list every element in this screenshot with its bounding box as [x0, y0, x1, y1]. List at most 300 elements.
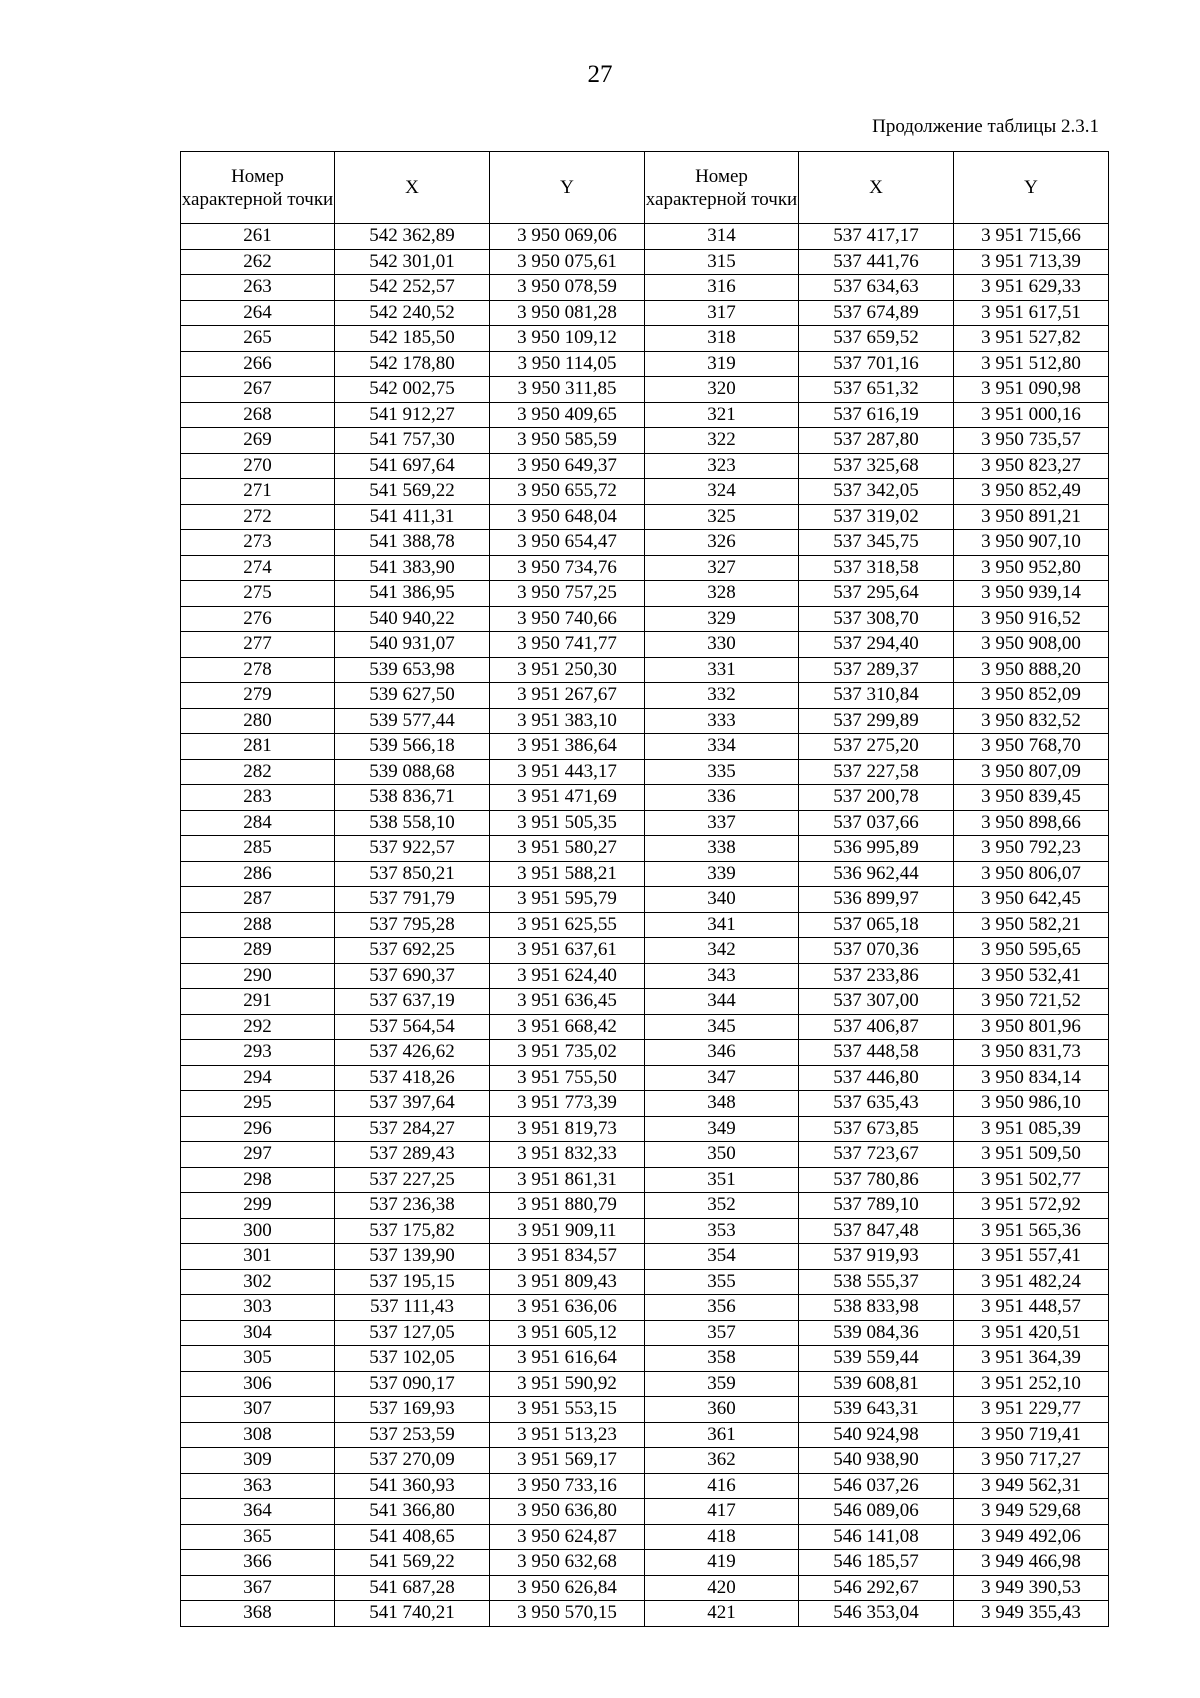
cell-y: 3 950 801,96 — [954, 1014, 1109, 1040]
cell-y: 3 950 648,04 — [490, 504, 645, 530]
cell-x: 537 637,19 — [335, 989, 490, 1015]
cell-x: 537 418,26 — [335, 1065, 490, 1091]
cell-point-number: 276 — [181, 606, 335, 632]
table-row — [181, 861, 1109, 887]
cell-point-number: 268 — [181, 402, 335, 428]
cell-y: 3 950 823,27 — [954, 453, 1109, 479]
cell-point-number: 277 — [181, 632, 335, 658]
cell-point-number: 305 — [181, 1346, 335, 1372]
cell-point-number: 283 — [181, 785, 335, 811]
cell-point-number: 332 — [645, 683, 799, 709]
cell-x: 537 325,68 — [799, 453, 954, 479]
cell-x: 537 065,18 — [799, 912, 954, 938]
cell-y: 3 950 655,72 — [490, 479, 645, 505]
cell-x: 542 185,50 — [335, 326, 490, 352]
cell-y: 3 951 624,40 — [490, 963, 645, 989]
cell-point-number: 352 — [645, 1193, 799, 1219]
cell-point-number: 304 — [181, 1320, 335, 1346]
cell-x: 537 127,05 — [335, 1320, 490, 1346]
cell-x: 536 995,89 — [799, 836, 954, 862]
cell-point-number: 262 — [181, 249, 335, 275]
cell-x: 541 388,78 — [335, 530, 490, 556]
cell-x: 541 366,80 — [335, 1499, 490, 1525]
cell-y: 3 951 482,24 — [954, 1269, 1109, 1295]
cell-point-number: 287 — [181, 887, 335, 913]
cell-x: 542 252,57 — [335, 275, 490, 301]
table-row — [181, 836, 1109, 862]
cell-y: 3 950 114,05 — [490, 351, 645, 377]
cell-x: 537 659,52 — [799, 326, 954, 352]
cell-point-number: 342 — [645, 938, 799, 964]
table-row — [181, 938, 1109, 964]
cell-y: 3 950 768,70 — [954, 734, 1109, 760]
table-row — [181, 1346, 1109, 1372]
cell-x: 537 169,93 — [335, 1397, 490, 1423]
table-row — [181, 453, 1109, 479]
cell-x: 542 301,01 — [335, 249, 490, 275]
table-row — [181, 887, 1109, 913]
cell-x: 537 723,67 — [799, 1142, 954, 1168]
cell-x: 539 084,36 — [799, 1320, 954, 1346]
cell-y: 3 950 654,47 — [490, 530, 645, 556]
cell-point-number: 348 — [645, 1091, 799, 1117]
table-row — [181, 912, 1109, 938]
table-row — [181, 657, 1109, 683]
cell-y: 3 950 888,20 — [954, 657, 1109, 683]
cell-y: 3 951 513,23 — [490, 1422, 645, 1448]
table-row — [181, 1167, 1109, 1193]
cell-y: 3 950 075,61 — [490, 249, 645, 275]
cell-y: 3 950 311,85 — [490, 377, 645, 403]
cell-y: 3 950 916,52 — [954, 606, 1109, 632]
cell-point-number: 296 — [181, 1116, 335, 1142]
cell-point-number: 319 — [645, 351, 799, 377]
cell-x: 537 651,32 — [799, 377, 954, 403]
table-row — [181, 581, 1109, 607]
cell-y: 3 950 081,28 — [490, 300, 645, 326]
table-row — [181, 989, 1109, 1015]
cell-y: 3 950 898,66 — [954, 810, 1109, 836]
cell-x: 537 780,86 — [799, 1167, 954, 1193]
cell-point-number: 421 — [645, 1601, 799, 1627]
cell-x: 537 318,58 — [799, 555, 954, 581]
cell-y: 3 949 562,31 — [954, 1473, 1109, 1499]
cell-y: 3 951 625,55 — [490, 912, 645, 938]
table-row — [181, 351, 1109, 377]
cell-point-number: 323 — [645, 453, 799, 479]
cell-y: 3 950 939,14 — [954, 581, 1109, 607]
cell-point-number: 315 — [645, 249, 799, 275]
table-row — [181, 555, 1109, 581]
table-row — [181, 1218, 1109, 1244]
cell-point-number: 340 — [645, 887, 799, 913]
cell-x: 537 287,80 — [799, 428, 954, 454]
cell-x: 537 037,66 — [799, 810, 954, 836]
cell-y: 3 950 831,73 — [954, 1040, 1109, 1066]
cell-point-number: 299 — [181, 1193, 335, 1219]
cell-point-number: 346 — [645, 1040, 799, 1066]
cell-point-number: 417 — [645, 1499, 799, 1525]
cell-y: 3 950 792,23 — [954, 836, 1109, 862]
cell-point-number: 358 — [645, 1346, 799, 1372]
cell-x: 537 345,75 — [799, 530, 954, 556]
cell-x: 537 227,25 — [335, 1167, 490, 1193]
cell-y: 3 951 715,66 — [954, 224, 1109, 250]
table-row — [181, 759, 1109, 785]
header-x: X — [799, 152, 954, 224]
cell-point-number: 290 — [181, 963, 335, 989]
cell-y: 3 951 383,10 — [490, 708, 645, 734]
cell-x: 540 924,98 — [799, 1422, 954, 1448]
cell-x: 537 397,64 — [335, 1091, 490, 1117]
header-y: Y — [490, 152, 645, 224]
cell-point-number: 318 — [645, 326, 799, 352]
cell-x: 537 295,64 — [799, 581, 954, 607]
cell-y: 3 950 807,09 — [954, 759, 1109, 785]
cell-x: 537 446,80 — [799, 1065, 954, 1091]
cell-point-number: 261 — [181, 224, 335, 250]
cell-x: 538 558,10 — [335, 810, 490, 836]
cell-point-number: 292 — [181, 1014, 335, 1040]
cell-point-number: 336 — [645, 785, 799, 811]
cell-y: 3 951 085,39 — [954, 1116, 1109, 1142]
cell-point-number: 365 — [181, 1524, 335, 1550]
cell-x: 539 653,98 — [335, 657, 490, 683]
cell-y: 3 951 595,79 — [490, 887, 645, 913]
cell-y: 3 951 773,39 — [490, 1091, 645, 1117]
cell-x: 537 441,76 — [799, 249, 954, 275]
cell-x: 537 284,27 — [335, 1116, 490, 1142]
table-row — [181, 810, 1109, 836]
table-row — [181, 1473, 1109, 1499]
cell-point-number: 343 — [645, 963, 799, 989]
cell-point-number: 271 — [181, 479, 335, 505]
cell-point-number: 361 — [645, 1422, 799, 1448]
table-row — [181, 1397, 1109, 1423]
cell-y: 3 951 668,42 — [490, 1014, 645, 1040]
cell-x: 539 643,31 — [799, 1397, 954, 1423]
cell-x: 537 275,20 — [799, 734, 954, 760]
table-row — [181, 530, 1109, 556]
cell-point-number: 288 — [181, 912, 335, 938]
cell-x: 542 178,80 — [335, 351, 490, 377]
cell-x: 537 791,79 — [335, 887, 490, 913]
cell-y: 3 951 443,17 — [490, 759, 645, 785]
cell-x: 537 227,58 — [799, 759, 954, 785]
cell-y: 3 950 717,27 — [954, 1448, 1109, 1474]
cell-point-number: 269 — [181, 428, 335, 454]
cell-point-number: 264 — [181, 300, 335, 326]
cell-point-number: 322 — [645, 428, 799, 454]
header-point-number: Номер характерной точки — [645, 152, 799, 224]
cell-y: 3 951 713,39 — [954, 249, 1109, 275]
cell-x: 538 833,98 — [799, 1295, 954, 1321]
table-row — [181, 275, 1109, 301]
cell-y: 3 950 624,87 — [490, 1524, 645, 1550]
cell-y: 3 951 617,51 — [954, 300, 1109, 326]
cell-y: 3 951 590,92 — [490, 1371, 645, 1397]
cell-y: 3 951 565,36 — [954, 1218, 1109, 1244]
cell-y: 3 950 595,65 — [954, 938, 1109, 964]
cell-x: 537 111,43 — [335, 1295, 490, 1321]
cell-x: 537 233,86 — [799, 963, 954, 989]
cell-point-number: 317 — [645, 300, 799, 326]
cell-point-number: 356 — [645, 1295, 799, 1321]
cell-y: 3 951 580,27 — [490, 836, 645, 862]
cell-y: 3 951 250,30 — [490, 657, 645, 683]
cell-x: 546 353,04 — [799, 1601, 954, 1627]
cell-x: 537 289,37 — [799, 657, 954, 683]
cell-x: 540 940,22 — [335, 606, 490, 632]
cell-y: 3 950 806,07 — [954, 861, 1109, 887]
cell-y: 3 950 735,57 — [954, 428, 1109, 454]
cell-x: 541 360,93 — [335, 1473, 490, 1499]
cell-x: 546 292,67 — [799, 1575, 954, 1601]
cell-y: 3 950 741,77 — [490, 632, 645, 658]
cell-point-number: 278 — [181, 657, 335, 683]
cell-point-number: 418 — [645, 1524, 799, 1550]
cell-y: 3 951 505,35 — [490, 810, 645, 836]
cell-y: 3 950 733,16 — [490, 1473, 645, 1499]
table-row — [181, 606, 1109, 632]
cell-x: 537 294,40 — [799, 632, 954, 658]
cell-y: 3 950 626,84 — [490, 1575, 645, 1601]
cell-x: 537 195,15 — [335, 1269, 490, 1295]
cell-point-number: 273 — [181, 530, 335, 556]
cell-x: 541 697,64 — [335, 453, 490, 479]
cell-point-number: 330 — [645, 632, 799, 658]
cell-x: 546 141,08 — [799, 1524, 954, 1550]
cell-x: 537 307,00 — [799, 989, 954, 1015]
cell-x: 537 342,05 — [799, 479, 954, 505]
cell-point-number: 289 — [181, 938, 335, 964]
cell-point-number: 416 — [645, 1473, 799, 1499]
cell-point-number: 286 — [181, 861, 335, 887]
cell-y: 3 951 569,17 — [490, 1448, 645, 1474]
cell-point-number: 263 — [181, 275, 335, 301]
cell-x: 537 564,54 — [335, 1014, 490, 1040]
cell-point-number: 280 — [181, 708, 335, 734]
cell-y: 3 951 448,57 — [954, 1295, 1109, 1321]
header-point-number: Номер характерной точки — [181, 152, 335, 224]
cell-y: 3 950 852,09 — [954, 683, 1109, 709]
cell-x: 537 417,17 — [799, 224, 954, 250]
cell-point-number: 316 — [645, 275, 799, 301]
table-row — [181, 1320, 1109, 1346]
cell-point-number: 334 — [645, 734, 799, 760]
cell-point-number: 309 — [181, 1448, 335, 1474]
cell-point-number: 281 — [181, 734, 335, 760]
cell-x: 542 362,89 — [335, 224, 490, 250]
cell-y: 3 951 637,61 — [490, 938, 645, 964]
cell-y: 3 951 832,33 — [490, 1142, 645, 1168]
cell-point-number: 364 — [181, 1499, 335, 1525]
table-row — [181, 1371, 1109, 1397]
cell-y: 3 950 839,45 — [954, 785, 1109, 811]
cell-x: 541 912,27 — [335, 402, 490, 428]
cell-point-number: 302 — [181, 1269, 335, 1295]
cell-point-number: 354 — [645, 1244, 799, 1270]
table-row — [181, 1575, 1109, 1601]
cell-point-number: 355 — [645, 1269, 799, 1295]
header-y: Y — [954, 152, 1109, 224]
table-row — [181, 249, 1109, 275]
cell-x: 537 448,58 — [799, 1040, 954, 1066]
cell-point-number: 303 — [181, 1295, 335, 1321]
cell-x: 541 740,21 — [335, 1601, 490, 1627]
cell-x: 537 692,25 — [335, 938, 490, 964]
table-row — [181, 1193, 1109, 1219]
cell-y: 3 951 557,41 — [954, 1244, 1109, 1270]
cell-y: 3 950 570,15 — [490, 1601, 645, 1627]
cell-point-number: 335 — [645, 759, 799, 785]
table-row — [181, 708, 1109, 734]
cell-point-number: 347 — [645, 1065, 799, 1091]
table-row — [181, 683, 1109, 709]
table-row — [181, 428, 1109, 454]
cell-x: 539 559,44 — [799, 1346, 954, 1372]
cell-x: 541 408,65 — [335, 1524, 490, 1550]
cell-x: 537 690,37 — [335, 963, 490, 989]
cell-y: 3 950 891,21 — [954, 504, 1109, 530]
cell-x: 546 185,57 — [799, 1550, 954, 1576]
table-row — [181, 963, 1109, 989]
table-row — [181, 1014, 1109, 1040]
cell-x: 540 931,07 — [335, 632, 490, 658]
cell-x: 537 070,36 — [799, 938, 954, 964]
table-row — [181, 1422, 1109, 1448]
cell-y: 3 949 492,06 — [954, 1524, 1109, 1550]
cell-y: 3 950 649,37 — [490, 453, 645, 479]
cell-x: 537 850,21 — [335, 861, 490, 887]
cell-point-number: 320 — [645, 377, 799, 403]
cell-x: 537 270,09 — [335, 1448, 490, 1474]
table-row — [181, 326, 1109, 352]
cell-x: 539 088,68 — [335, 759, 490, 785]
cell-point-number: 353 — [645, 1218, 799, 1244]
cell-y: 3 950 834,14 — [954, 1065, 1109, 1091]
cell-x: 537 701,16 — [799, 351, 954, 377]
cell-y: 3 949 355,43 — [954, 1601, 1109, 1627]
table-row — [181, 1116, 1109, 1142]
cell-y: 3 950 582,21 — [954, 912, 1109, 938]
cell-point-number: 366 — [181, 1550, 335, 1576]
cell-point-number: 275 — [181, 581, 335, 607]
cell-point-number: 368 — [181, 1601, 335, 1627]
cell-point-number: 295 — [181, 1091, 335, 1117]
cell-point-number: 420 — [645, 1575, 799, 1601]
cell-y: 3 950 409,65 — [490, 402, 645, 428]
cell-y: 3 950 908,00 — [954, 632, 1109, 658]
cell-point-number: 339 — [645, 861, 799, 887]
cell-y: 3 950 852,49 — [954, 479, 1109, 505]
cell-y: 3 951 834,57 — [490, 1244, 645, 1270]
cell-y: 3 951 386,64 — [490, 734, 645, 760]
cell-x: 537 634,63 — [799, 275, 954, 301]
table-row — [181, 1244, 1109, 1270]
cell-x: 537 919,93 — [799, 1244, 954, 1270]
cell-x: 537 299,89 — [799, 708, 954, 734]
table-row — [181, 1499, 1109, 1525]
cell-y: 3 951 553,15 — [490, 1397, 645, 1423]
cell-point-number: 419 — [645, 1550, 799, 1576]
table-body — [181, 224, 1109, 1627]
cell-x: 536 899,97 — [799, 887, 954, 913]
cell-x: 541 757,30 — [335, 428, 490, 454]
cell-point-number: 324 — [645, 479, 799, 505]
table-row — [181, 1601, 1109, 1627]
coordinates-table — [180, 151, 1109, 1627]
cell-point-number: 329 — [645, 606, 799, 632]
cell-x: 541 383,90 — [335, 555, 490, 581]
cell-y: 3 951 588,21 — [490, 861, 645, 887]
table-row — [181, 1091, 1109, 1117]
cell-y: 3 951 090,98 — [954, 377, 1109, 403]
cell-point-number: 351 — [645, 1167, 799, 1193]
table-row — [181, 300, 1109, 326]
cell-point-number: 357 — [645, 1320, 799, 1346]
cell-x: 537 253,59 — [335, 1422, 490, 1448]
cell-x: 537 789,10 — [799, 1193, 954, 1219]
cell-y: 3 951 616,64 — [490, 1346, 645, 1372]
table-row — [181, 479, 1109, 505]
cell-x: 537 616,19 — [799, 402, 954, 428]
cell-y: 3 951 880,79 — [490, 1193, 645, 1219]
table-row — [181, 1550, 1109, 1576]
cell-point-number: 294 — [181, 1065, 335, 1091]
cell-x: 537 310,84 — [799, 683, 954, 709]
cell-y: 3 950 907,10 — [954, 530, 1109, 556]
cell-y: 3 951 364,39 — [954, 1346, 1109, 1372]
cell-point-number: 333 — [645, 708, 799, 734]
table-row — [181, 1142, 1109, 1168]
cell-x: 541 569,22 — [335, 479, 490, 505]
cell-point-number: 363 — [181, 1473, 335, 1499]
cell-y: 3 950 719,41 — [954, 1422, 1109, 1448]
cell-y: 3 951 000,16 — [954, 402, 1109, 428]
cell-x: 542 002,75 — [335, 377, 490, 403]
cell-point-number: 270 — [181, 453, 335, 479]
cell-x: 539 627,50 — [335, 683, 490, 709]
table-row — [181, 632, 1109, 658]
cell-x: 537 319,02 — [799, 504, 954, 530]
cell-x: 537 406,87 — [799, 1014, 954, 1040]
cell-y: 3 951 267,67 — [490, 683, 645, 709]
cell-x: 538 836,71 — [335, 785, 490, 811]
cell-x: 539 577,44 — [335, 708, 490, 734]
cell-x: 541 569,22 — [335, 1550, 490, 1576]
cell-y: 3 950 757,25 — [490, 581, 645, 607]
table-row — [181, 1269, 1109, 1295]
cell-y: 3 951 229,77 — [954, 1397, 1109, 1423]
cell-point-number: 362 — [645, 1448, 799, 1474]
cell-y: 3 951 819,73 — [490, 1116, 645, 1142]
cell-y: 3 950 832,52 — [954, 708, 1109, 734]
cell-y: 3 951 809,43 — [490, 1269, 645, 1295]
cell-y: 3 950 636,80 — [490, 1499, 645, 1525]
cell-x: 537 090,17 — [335, 1371, 490, 1397]
cell-y: 3 949 466,98 — [954, 1550, 1109, 1576]
table-row — [181, 402, 1109, 428]
cell-y: 3 951 502,77 — [954, 1167, 1109, 1193]
cell-point-number: 367 — [181, 1575, 335, 1601]
cell-point-number: 350 — [645, 1142, 799, 1168]
page-number: 27 — [587, 61, 613, 88]
cell-y: 3 951 420,51 — [954, 1320, 1109, 1346]
cell-point-number: 293 — [181, 1040, 335, 1066]
cell-point-number: 360 — [645, 1397, 799, 1423]
cell-y: 3 950 532,41 — [954, 963, 1109, 989]
